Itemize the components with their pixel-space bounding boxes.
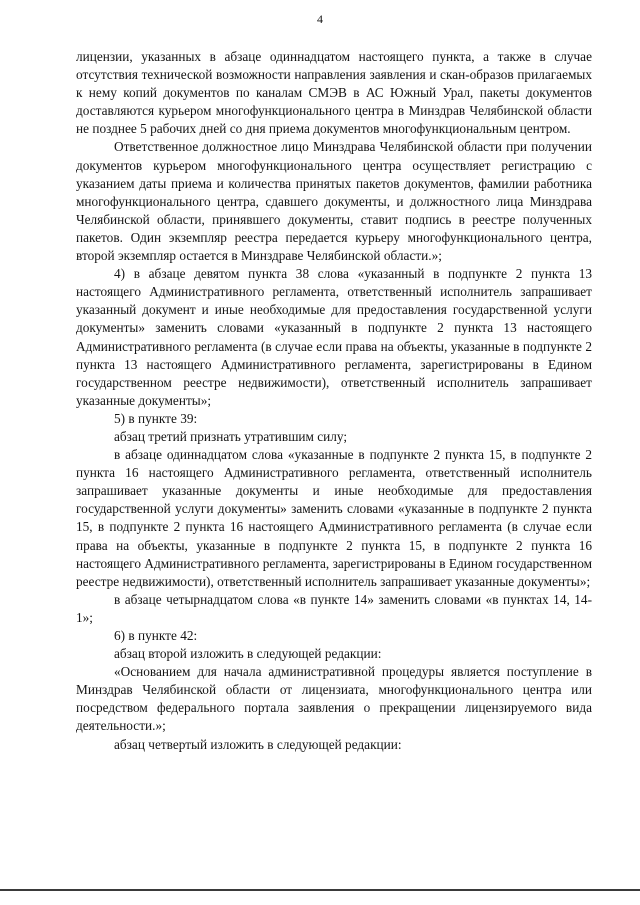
paragraph-registration: Ответственное должностное лицо Минздрава Челябинской области при получении документов курьером многофункционального центра осуществляет регистрацию с указанием даты приема и количества принятых пакетов документов, фамилии работника многофункционального центра, сдавшего документы, и должностного лица Минздрава Челябинской области, принявшего документы, ставит подпись в реестре полученных пакетов. Один экземпляр реестра передается курьеру многофункционального центра, второй экземпляр остается в Минздраве Челябинской области.»; [76, 139, 592, 264]
page-number: 4 [317, 12, 323, 26]
paragraph-item-6-abzac-2: абзац второй изложить в следующей редакции: [114, 646, 382, 662]
paragraph-item-6-quote: «Основанием для начала административной процедуры является поступление в Минздрав Челябинской области от лицензиата, многофункционального центра или посредством федерального портала заявления о прекращении лицензируемого вида деятельности.»; [76, 664, 592, 734]
paragraph-item-5: 5) в пункте 39: [114, 410, 198, 426]
paragraph-item-5-abzac-14: в абзаце четырнадцатом слова «в пункте 14» заменить словами «в пунктах 14, 14-1»; [76, 591, 592, 625]
document-body [76, 48, 592, 754]
paragraph-item-5-abzac-11: в абзаце одиннадцатом слова «указанные в подпункте 2 пункта 15, в подпункте 2 пункта 16 настоящего Административного регламента, ответственный исполнитель запрашивает указанные документы и иные необходимые для предоставления государственной услуги документы» заменить словами «указанные в подпункте 2 пункта 15, в подпункте 2 пункта 16 настоящего Административного регламента (в случае если права на объекты, указанные в подпункте 2 пункта 15, в подпункте 2 пункта 16 настоящего Административного регламента, зарегистрированы в Едином государственном реестре недвижимости), ответственный исполнитель запрашивает указанные документы»; [76, 447, 592, 589]
paragraph-item-4: 4) в абзаце девятом пункта 38 слова «указанный в подпункте 2 пункта 13 настоящего Административного регламента, ответственный исполнитель запрашивает указанный документ и иные необходимые для предоставления государственной услуги документы» заменить словами «указанный в подпункте 2 пункта 13 настоящего Административного регламента (в случае если права на объекты, указанные в подпункте 2 пункта 13 настоящего Административного регламента, зарегистрированы в Едином государственном реестре недвижимости), ответственный исполнитель запрашивает указанные документы»; [76, 266, 592, 408]
paragraph-continuation: лицензии, указанных в абзаце одиннадцатом настоящего пункта, а также в случае отсутствия технической возможности направления заявления и скан-образов прилагаемых к нему копий документов по каналам СМЭВ в АС Южный Урал, пакеты документов доставляются курьером многофункционального центра в Минздрав Челябинской области не позднее 5 рабочих дней со дня приема документов многофункциональным центром. [76, 49, 592, 137]
paragraph-item-6-abzac-4: абзац четвертый изложить в следующей редакции: [114, 736, 402, 752]
paragraph-item-6: 6) в пункте 42: [114, 628, 198, 643]
paragraph-item-5-abzac-3: абзац третий признать утратившим силу; [114, 428, 348, 444]
bottom-scan-edge [0, 889, 640, 891]
